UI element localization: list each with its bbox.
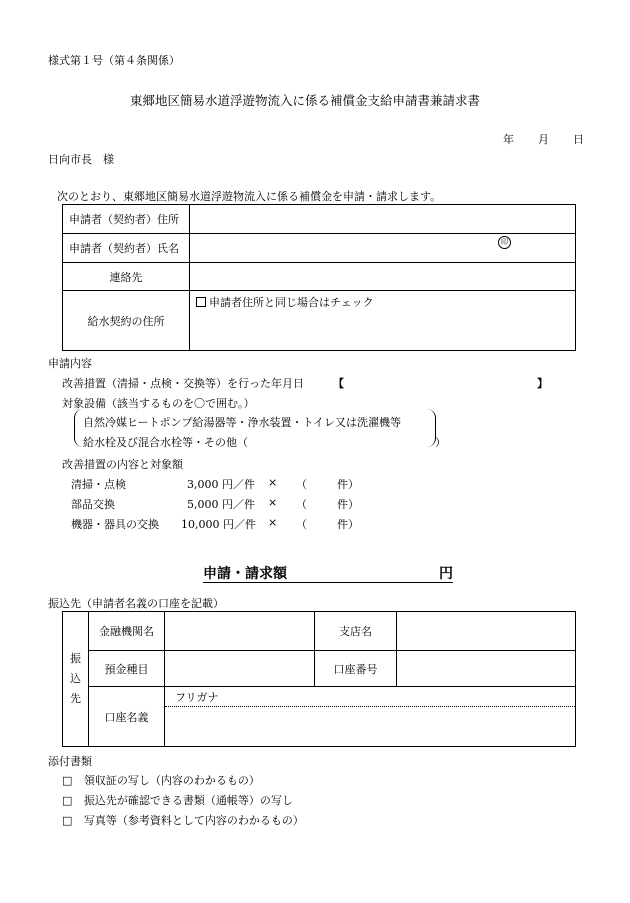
applicant-address-label: 申請者（契約者）住所	[63, 205, 190, 234]
claim-currency: 円	[439, 566, 453, 582]
bank-name-label: 金融機関名	[89, 612, 165, 651]
same-address-checkbox[interactable]	[196, 297, 206, 307]
equipment-line-1[interactable]: 自然冷媒ヒートポンプ給湯器等・浄水装置・トイレ又は洗濯機等	[83, 416, 402, 429]
account-type-field[interactable]	[165, 651, 315, 687]
form-title: 東郷地区簡易水道浮遊物流入に係る補償金支給申請書兼請求書	[130, 93, 481, 108]
seal-mark: 印	[498, 236, 511, 249]
furigana-label: フリガナ	[175, 691, 219, 704]
account-holder-label: 口座名義	[89, 687, 165, 747]
fees-heading: 改善措置の内容と対象額	[62, 458, 183, 471]
supply-address-label: 給水契約の住所	[63, 291, 190, 351]
measure-date-field[interactable]	[347, 372, 533, 388]
claim-label: 申請・請求額	[203, 566, 287, 582]
equipment-heading: 対象設備（該当するものを〇で囲む。）	[62, 397, 255, 410]
attachment-label: 領収証の写し（内容のわかるもの）	[83, 774, 260, 787]
account-holder-field[interactable]	[165, 687, 576, 747]
fee-unit: 件）	[337, 518, 359, 531]
attachments-heading: 添付書類	[48, 755, 92, 768]
bank-table	[62, 611, 576, 747]
bank-name-field[interactable]	[165, 612, 315, 651]
attachment-label: 振込先が確認できる書類（通帳等）の写し	[83, 794, 293, 807]
intro-text: 次のとおり、東郷地区簡易水道浮遊物流入に係る補償金を申請・請求します。	[57, 190, 442, 203]
fee-amount: 5,000 円／件	[187, 498, 255, 511]
fee-paren: （	[296, 518, 307, 531]
claim-amount-line	[203, 562, 453, 583]
attachment-checkbox[interactable]: □	[62, 774, 73, 787]
fee-unit: 件）	[337, 478, 359, 491]
measure-date-label: 改善措置（清掃・点検・交換等）を行った年月日	[62, 377, 304, 390]
application-heading: 申請内容	[48, 357, 92, 370]
fee-paren: （	[296, 498, 307, 511]
addressee: 日向市長 様	[48, 153, 114, 166]
fee-amount: 10,000 円／件	[181, 518, 256, 531]
contact-field[interactable]	[190, 263, 576, 291]
bank-heading: 振込先（申請者名義の口座を記載）	[48, 597, 224, 610]
applicant-table	[62, 204, 576, 351]
applicant-address-field[interactable]	[190, 205, 576, 234]
fee-count-input[interactable]	[308, 494, 334, 509]
fee-times: ×	[268, 516, 278, 529]
contact-label: 連絡先	[63, 263, 190, 291]
branch-field[interactable]	[397, 612, 576, 651]
bank-side-label: 振 込 先	[63, 612, 89, 747]
attachment-checkbox[interactable]: □	[62, 814, 73, 827]
attachment-checkbox[interactable]: □	[62, 794, 73, 807]
bracket-open: 【	[333, 377, 344, 390]
fee-times: ×	[268, 496, 278, 509]
fee-amount: 3,000 円／件	[187, 478, 255, 491]
same-address-check-label: 申請者住所と同じ場合はチェック	[209, 296, 374, 309]
account-number-label: 口座番号	[315, 651, 397, 687]
bracket-close: 】	[537, 377, 548, 390]
claim-amount-field[interactable]	[303, 562, 431, 581]
date-day[interactable]: 日	[573, 133, 584, 146]
fee-item: 部品交換	[71, 498, 115, 511]
account-number-field[interactable]	[397, 651, 576, 687]
fee-count-input[interactable]	[308, 474, 334, 489]
applicant-name-field[interactable]	[190, 234, 576, 263]
fee-count-input[interactable]	[308, 514, 334, 529]
date-year[interactable]: 年	[503, 133, 514, 146]
attachment-item-1[interactable]	[62, 772, 260, 788]
equipment-line-2[interactable]: 給水栓及び混合水栓等・その他（ ）	[83, 436, 446, 449]
fee-paren: （	[296, 478, 307, 491]
supply-address-field[interactable]	[190, 291, 576, 351]
form-number: 様式第１号（第４条関係）	[48, 54, 180, 67]
attachment-item-3[interactable]	[62, 812, 304, 828]
fee-unit: 件）	[337, 498, 359, 511]
applicant-name-label: 申請者（契約者）氏名	[63, 234, 190, 263]
attachment-label: 写真等（参考資料として内容のわかるもの）	[83, 814, 304, 827]
branch-label: 支店名	[315, 612, 397, 651]
date-month[interactable]: 月	[538, 133, 549, 146]
attachment-item-2[interactable]	[62, 792, 293, 808]
fee-item: 清掃・点検	[71, 478, 126, 491]
fee-times: ×	[268, 476, 278, 489]
fee-item: 機器・器具の交換	[71, 518, 159, 531]
account-type-label: 預金種目	[89, 651, 165, 687]
